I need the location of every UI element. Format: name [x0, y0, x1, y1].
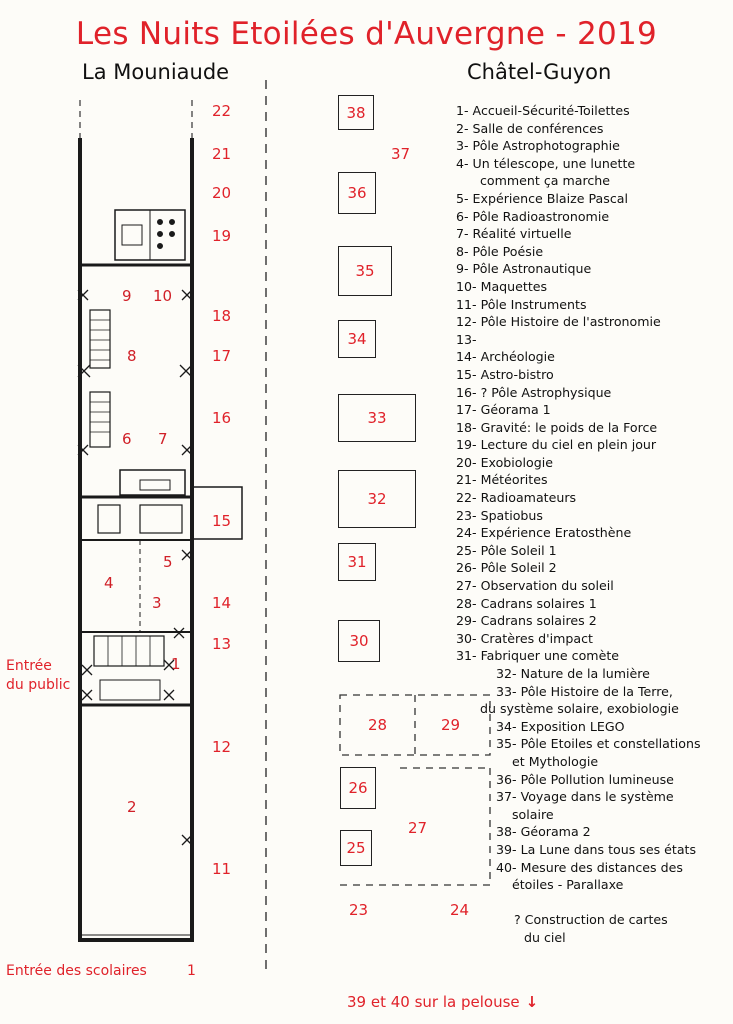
legend-item: 28- Cadrans solaires 1: [456, 595, 597, 611]
legend-item: 5- Expérience Blaize Pascal: [456, 190, 628, 206]
legend-item: 29- Cadrans solaires 2: [456, 613, 597, 629]
legend-item: 18- Gravité: le poids de la Force: [456, 419, 658, 435]
zone-29-label: 29: [441, 716, 461, 734]
zone-24-label: 24: [450, 901, 470, 919]
bottom-note-text: 39 et 40 sur la pelouse: [347, 993, 520, 1011]
legend-item: 13-: [456, 331, 477, 347]
zone-9-label: 9: [122, 287, 132, 305]
zone-12-label: 12: [212, 738, 232, 756]
legend-item-continuation: étoiles - Parallaxe: [512, 877, 624, 893]
zone-3-label: 3: [152, 594, 162, 612]
legend-item: 14- Archéologie: [456, 349, 555, 365]
legend-item: 9- Pôle Astronautique: [456, 261, 592, 277]
legend-item: 6- Pôle Radioastronomie: [456, 208, 610, 224]
legend-item: 10- Maquettes: [456, 278, 548, 294]
zone-26-box: 26: [340, 767, 376, 809]
legend-item: 19- Lecture du ciel en plein jour: [456, 437, 657, 453]
zone-31-box: 31: [338, 543, 376, 581]
legend-item: 4- Un télescope, une lunette: [456, 155, 636, 171]
zone-20-label: 20: [212, 184, 232, 202]
legend-item: 25- Pôle Soleil 1: [456, 542, 557, 558]
legend-note-line2: du ciel: [524, 929, 566, 945]
legend-item: 30- Cratères d'impact: [456, 630, 593, 646]
legend-item: 38- Géorama 2: [496, 824, 591, 840]
zone-36-box: 36: [338, 172, 376, 214]
legend-item-continuation: comment ça marche: [480, 173, 611, 189]
legend-item: 27- Observation du soleil: [456, 578, 614, 594]
zone-37-label: 37: [391, 145, 411, 163]
zone-13-label: 13: [212, 635, 232, 653]
legend-item: 12- Pôle Histoire de l'astronomie: [456, 314, 661, 330]
legend-item: 37- Voyage dans le système: [496, 789, 674, 805]
zone-30-box: 30: [338, 620, 380, 662]
school-entrance-number: 1: [187, 963, 196, 979]
bottom-note: [347, 993, 538, 1011]
legend-item: 16- ? Pôle Astrophysique: [456, 384, 612, 400]
arrow-down-icon: ↓: [525, 993, 539, 1011]
legend-item: 24- Expérience Eratosthène: [456, 525, 632, 541]
zone-27-label: 27: [408, 819, 428, 837]
public-entrance-line1: Entrée: [6, 658, 52, 674]
legend-item: 22- Radioamateurs: [456, 490, 577, 506]
zone-22-label: 22: [212, 102, 232, 120]
building-walls: [80, 138, 242, 942]
zone-25-box: 25: [340, 830, 372, 866]
legend-item: 35- Pôle Etoiles et constellations: [496, 736, 701, 752]
door-markers: [78, 290, 192, 845]
zone-33-box: 33: [338, 394, 416, 442]
zone-15-label: 15: [212, 512, 232, 530]
poster-title: Les Nuits Etoilées d'Auvergne - 2019: [75, 16, 658, 52]
school-entrance-label: Entrée des scolaires: [6, 963, 147, 979]
legend-item: 7- Réalité virtuelle: [456, 226, 572, 242]
zone-19-label: 19: [212, 227, 232, 245]
legend-item: 23- Spatiobus: [456, 507, 543, 523]
legend-item: 33- Pôle Histoire de la Terre,: [496, 683, 673, 699]
legend-item: 32- Nature de la lumière: [496, 666, 650, 681]
zone-7-label: 7: [158, 430, 168, 448]
venue-left-label: La Mouniaude: [82, 60, 230, 84]
zone-16-label: 16: [212, 409, 232, 427]
legend-note-line1: ? Construction de cartes: [514, 912, 668, 927]
zone-35-box: 35: [338, 246, 392, 296]
zone-38-box: 38: [338, 95, 374, 130]
legend-item: 8- Pôle Poésie: [456, 243, 544, 259]
legend-item: 40- Mesure des distances des: [496, 859, 683, 875]
zone-34-box: 34: [338, 320, 376, 358]
legend-item: 39- La Lune dans tous ses états: [496, 841, 697, 857]
zone-32-box: 32: [338, 470, 416, 528]
legend-item: 17- Géorama 1: [456, 402, 551, 418]
legend-item: 21- Météorites: [456, 472, 548, 488]
zone-11-label: 11: [212, 860, 232, 878]
legend-item-continuation: et Mythologie: [512, 753, 599, 769]
zone-1-label: 1: [171, 655, 181, 673]
zone-14-label: 14: [212, 594, 232, 612]
zone-23-label: 23: [349, 901, 369, 919]
zone-28-label: 28: [368, 716, 388, 734]
zone-18-label: 18: [212, 307, 232, 325]
venue-right-label: Châtel-Guyon: [467, 60, 612, 84]
zone-8-label: 8: [127, 347, 137, 365]
legend-list: [456, 102, 728, 894]
zone-17-label: 17: [212, 347, 232, 365]
legend-item: 34- Exposition LEGO: [496, 718, 625, 734]
legend-item: 11- Pôle Instruments: [456, 296, 587, 312]
zone-21-label: 21: [212, 145, 232, 163]
legend-item: 1- Accueil-Sécurité-Toilettes: [456, 103, 630, 118]
legend-note: [514, 911, 668, 946]
legend-item: 26- Pôle Soleil 2: [456, 560, 557, 576]
legend-item-continuation: solaire: [512, 806, 554, 822]
zone-4-label: 4: [104, 574, 114, 592]
legend-item-continuation: du système solaire, exobiologie: [480, 701, 679, 717]
legend-item: 31- Fabriquer une comète: [456, 648, 619, 664]
legend-item: 36- Pôle Pollution lumineuse: [496, 771, 674, 787]
legend-item: 3- Pôle Astrophotographie: [456, 138, 620, 154]
legend-item: 15- Astro-bistro: [456, 366, 554, 382]
zone-2-label: 2: [127, 798, 137, 816]
zone-10-label: 10: [153, 287, 173, 305]
legend-item: 2- Salle de conférences: [456, 120, 604, 136]
zone-6-label: 6: [122, 430, 132, 448]
zone-5-label: 5: [163, 553, 173, 571]
legend-item: 20- Exobiologie: [456, 454, 553, 470]
public-entrance-line2: du public: [6, 677, 71, 693]
